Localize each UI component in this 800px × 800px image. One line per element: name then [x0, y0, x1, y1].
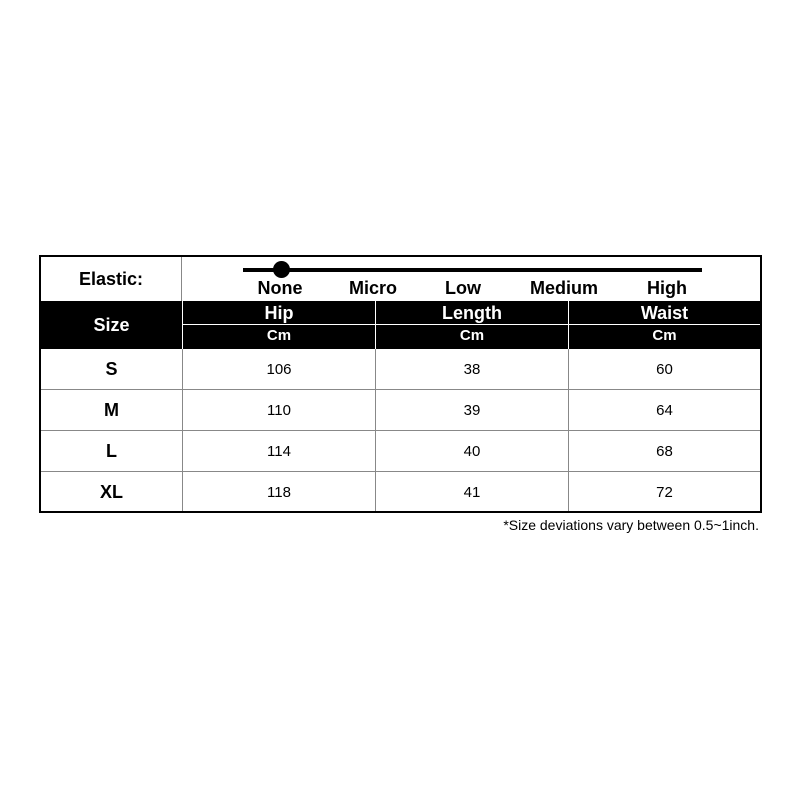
- elastic-level-micro: Micro: [348, 278, 398, 298]
- table-row: [41, 471, 760, 512]
- waist-column-header: [569, 301, 760, 349]
- column-unit: Cm: [459, 327, 485, 344]
- hip-cell: 106: [266, 360, 292, 378]
- length-column-header: [376, 301, 568, 349]
- column-name: Length: [442, 303, 502, 323]
- waist-cell: 60: [656, 360, 673, 378]
- length-cell: 41: [463, 483, 481, 501]
- column-unit: Cm: [652, 327, 677, 344]
- hip-cell: 110: [267, 401, 291, 419]
- waist-cell: 64: [656, 401, 673, 419]
- elastic-scale-line: [243, 268, 702, 272]
- elastic-scale: [183, 257, 760, 301]
- elastic-label: Elastic:: [41, 257, 182, 301]
- length-cell: 38: [463, 360, 481, 378]
- size-cell: L: [106, 440, 117, 461]
- hip-cell: 118: [267, 483, 291, 501]
- size-chart: [39, 255, 762, 513]
- size-cell: XL: [99, 481, 123, 502]
- elastic-level-low: Low: [445, 278, 481, 298]
- column-unit: Cm: [266, 327, 292, 344]
- hip-cell: 114: [267, 442, 291, 460]
- table-row: [41, 389, 760, 430]
- table-row: [41, 349, 760, 390]
- size-cell: M: [104, 399, 119, 420]
- size-deviation-note: *Size deviations vary between 0.5~1inch.: [503, 517, 759, 533]
- elastic-level-high: High: [647, 278, 687, 298]
- elastic-level-medium: Medium: [529, 278, 599, 298]
- elastic-level-none: None: [257, 278, 303, 298]
- waist-cell: 72: [656, 483, 673, 501]
- elastic-level-indicator: [273, 261, 290, 278]
- column-name: Hip: [264, 303, 294, 323]
- waist-cell: 68: [656, 442, 673, 460]
- hip-column-header: [183, 301, 375, 349]
- length-cell: 40: [463, 442, 481, 460]
- length-cell: 39: [463, 401, 481, 419]
- table-header: [41, 301, 760, 349]
- column-name: Waist: [640, 303, 689, 323]
- table-row: [41, 430, 760, 471]
- size-cell: S: [105, 358, 118, 379]
- size-column-header: Size: [93, 314, 130, 335]
- elastic-level-labels: [183, 278, 760, 300]
